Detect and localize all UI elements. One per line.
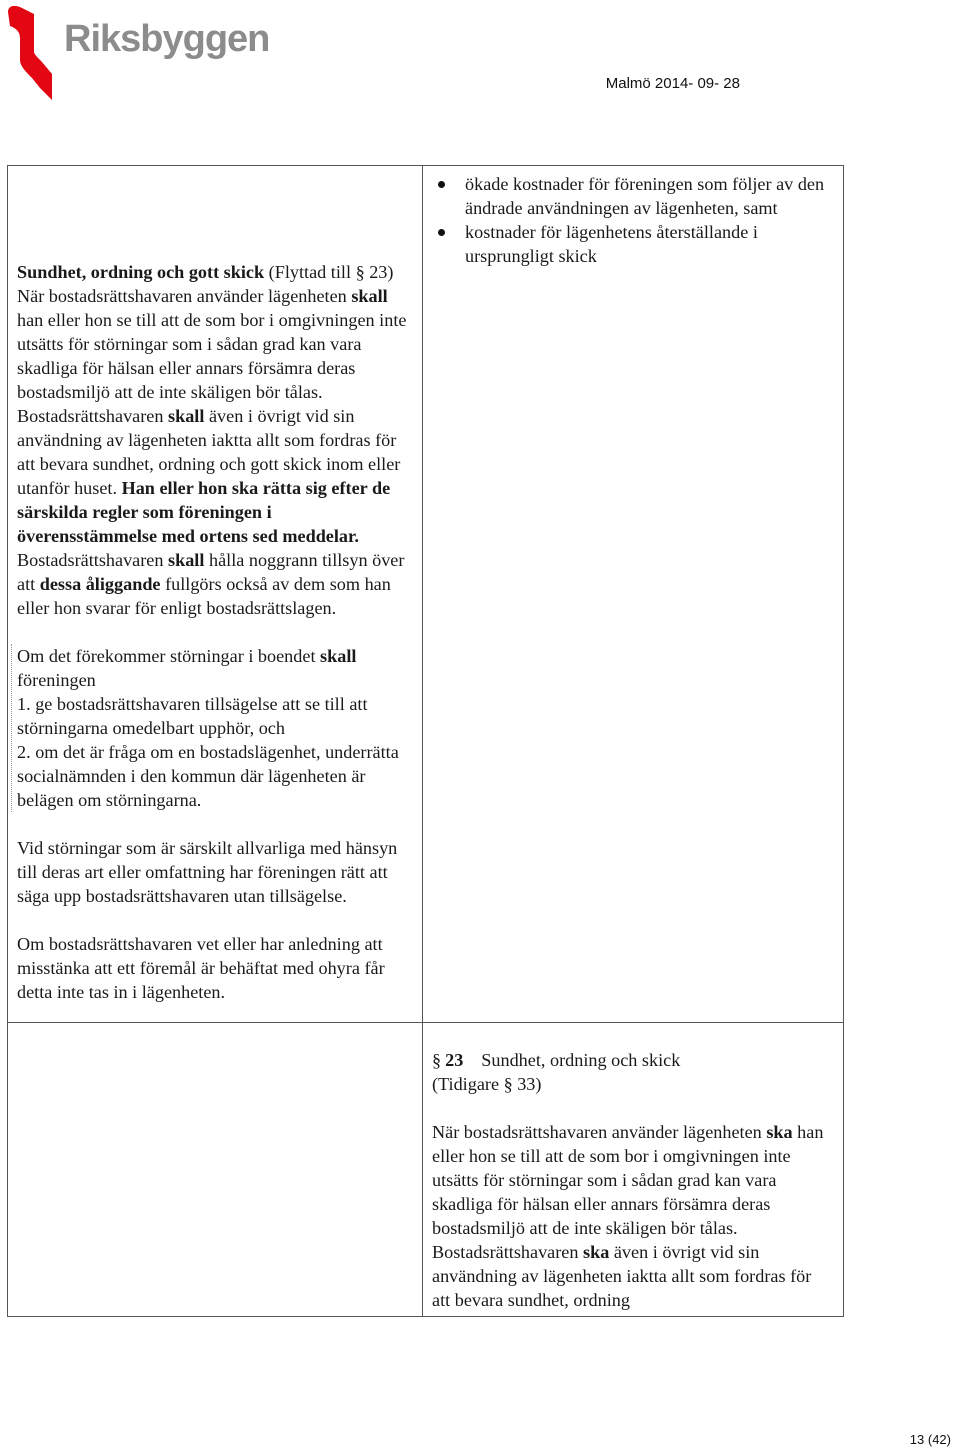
list-item: kostnader för lägenhetens återställande i ursprungligt skick [435,220,833,268]
section-heading [432,1048,833,1072]
document-date: Malmö 2014- 09- 28 [605,75,740,92]
section-previous: (Tidigare § 33) [432,1074,542,1094]
table-row [8,166,844,1023]
paragraph: Om bostadsrättshavaren vet eller har anledning att misstänka att ett föremål är behäftat med ohyra får detta inte tas in i lägenheten. [17,934,385,1002]
disturbance-paragraph: Om det förekommer störningar i boendet skall föreningen 1. ge bostadsrättshavaren tillsägelse att se till att störningarna omedelbart upphör, och 2. om det är fråga om en bostadslägenhet, underrätta socialnämnden i den kommun där lägenheten är belägen om störningarna. [11,644,412,812]
brand-name: Riksbyggen [64,18,270,60]
heading-note: (Flyttad till § 23) [264,262,394,282]
section-title: Sundhet, ordning och skick [481,1050,681,1070]
paragraph: Vid störningar som är särskilt allvarliga med hänsyn till deras art eller omfattning har föreningen rätt att säga upp bostadsrättshavaren utan tillsägelse. [17,838,398,906]
section-cell [423,1023,844,1317]
bullet-list [435,172,833,268]
bullet-icon [438,181,445,188]
list-item: ökade kostnader för föreningen som följer av den ändrade användningen av lägenheten, samt [435,172,833,220]
paragraph: När bostadsrättshavaren använder lägenheten ska han eller hon se till att de som bor i omgivningen inte utsätts för störningar som i sådan grad kan vara skadliga för hälsan eller annars försämra deras bostadsmiljö att de inte skäligen bör tålas. Bostadsrättshavaren ska även i övrigt vid sin användning av lägenheten iaktta allt som fordras för att bevara sundhet, ordning [432,1122,824,1310]
empty-cell [8,1023,423,1317]
page-number: 13 (42) [909,1432,951,1447]
list-item: 2. om det är fråga om en bostadslägenhet, underrätta socialnämnden i den kommun där lägenheten är belägen om störningarna. [17,742,399,810]
old-section-heading [17,260,412,284]
list-item: 1. ge bostadsrättshavaren tillsägelse att se till att störningarna omedelbart upphör, och [17,694,368,738]
paragraph: När bostadsrättshavaren använder lägenheten skall han eller hon se till att de som bor i omgivningen inte utsätts för störningar som i sådan grad kan vara skadliga för hälsan eller annars försämra deras bostadsmiljö att de inte skäligen bör tålas. Bostadsrättshavaren skall även i övrigt vid sin användning av lägenheten iaktta allt som fordras för att bevara sundhet, ordning och gott skick inom eller utanför huset. Han eller hon ska rätta sig efter de särskilda regler som föreningen i överensstämmelse med ortens sed meddelar. Bostadsrättshavaren skall hålla noggrann tillsyn över att dessa åliggande fullgörs också av dem som han eller hon svarar för enligt bostadsrättslagen. [17,286,407,618]
paragraph-sign: § [432,1050,442,1070]
riksbyggen-logo-icon [6,4,62,104]
old-text-cell [8,166,423,1023]
brand-logo [6,4,306,104]
table-row [8,1023,844,1317]
bullet-icon [438,229,445,236]
comparison-table [7,165,844,1317]
new-text-cell [423,166,844,1023]
section-number: 23 [445,1050,464,1070]
heading-bold: Sundhet, ordning och gott skick [17,262,265,282]
